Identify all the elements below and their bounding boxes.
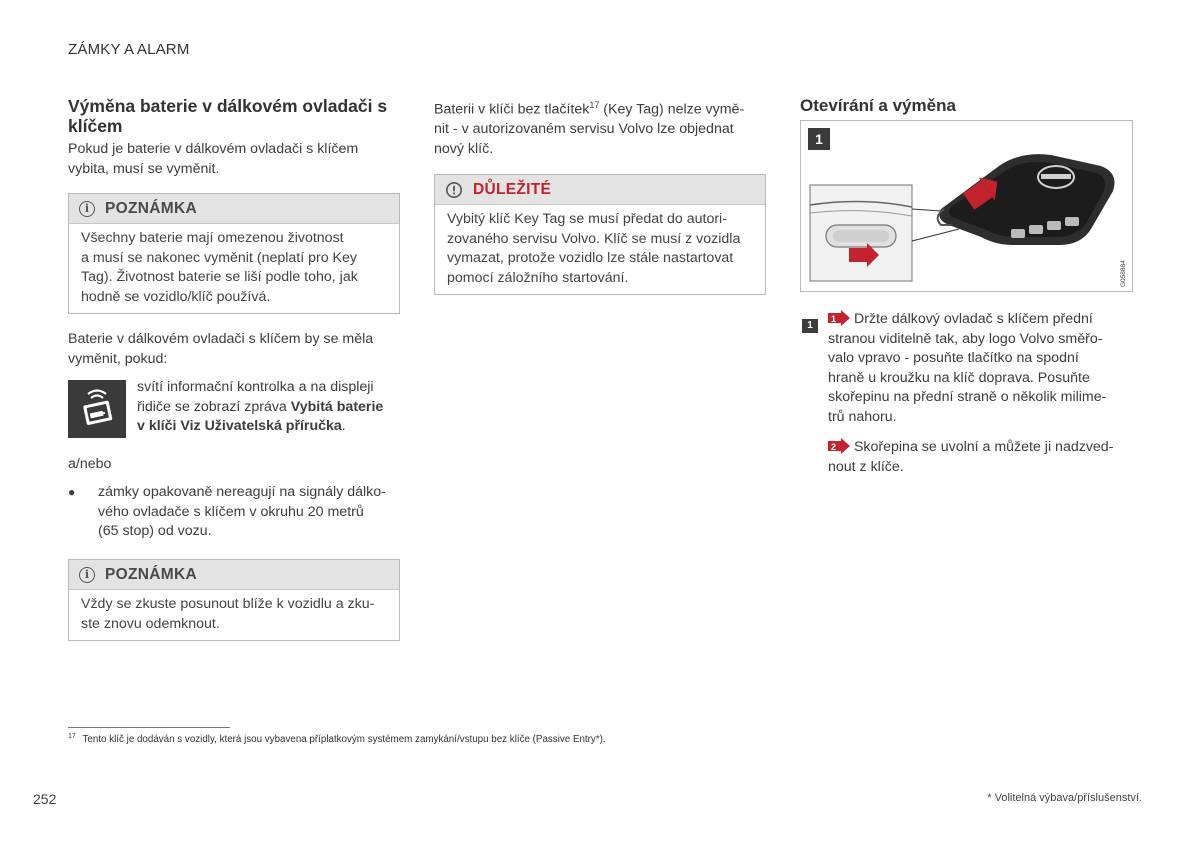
red-arrow-2-icon: [828, 438, 850, 454]
bullet-list: [68, 483, 403, 542]
heading-open-replace: Otevírání a výměna: [800, 96, 956, 115]
bullet-line: zámky opakovaně nereagují na signály dálko-: [98, 484, 386, 500]
important-line: Vybitý klíč Key Tag se musí předat do autori-: [447, 211, 727, 227]
bullet-line: (65 stop) od vozu.: [98, 523, 212, 540]
footnote: [68, 733, 606, 745]
or-text: a/nebo: [68, 456, 112, 472]
footnote-number: 17: [68, 733, 76, 740]
indicator-line-2: [137, 398, 402, 418]
condition-text: [68, 330, 403, 369]
indicator-line-1: svítí informační kontrolka a na displeji: [137, 379, 374, 395]
step1-line-1: [828, 310, 1133, 330]
step-2: [828, 438, 1133, 477]
note2-line: ste znovu odemknout.: [81, 615, 220, 632]
important-line: zovaného servisu Volvo. Klíč se musí z vozidla: [447, 230, 741, 247]
step2-text: Skořepina se uvolní a můžete ji nadzved-: [853, 439, 1114, 455]
indicator-line-3: [137, 417, 402, 437]
middle-line-3: nový klíč.: [434, 140, 494, 157]
indicator-line-2-plain: řidiče se zobrazí zpráva: [137, 398, 291, 415]
middle-intro: [434, 96, 769, 160]
step2-line-1: [828, 438, 1133, 458]
condition-line: vyměnit, pokud:: [68, 350, 168, 367]
bullet-line: vého ovladače s klíčem v okruhu 20 metrů: [98, 503, 364, 520]
important-box: [434, 174, 766, 295]
info-icon: i: [79, 201, 95, 217]
figure-code: G058884: [1120, 260, 1127, 287]
step1-line: hraně u kroužku na klíč doprava. Posuňte: [828, 369, 1090, 386]
warning-icon: [445, 182, 463, 198]
step1-line: trů nahoru.: [828, 408, 897, 425]
red-arrow-1-icon: [828, 310, 850, 326]
note-body-1: [69, 224, 399, 315]
indicator-message-bold: Vybitá baterie: [290, 398, 384, 415]
list-item: [68, 483, 403, 542]
footnote-text: Tento klíč je dodáván s vozidly, která jsou vybavena příplatkovým systémem zamykání/vstupu bez klíče (Passive Entry*).: [82, 734, 606, 746]
note-label-1: POZNÁMKA: [105, 199, 197, 217]
middle-line-1: [434, 96, 769, 120]
footnote-divider: [68, 727, 230, 728]
condition-line: Baterie v dálkovém ovladači s klíčem by se měla: [68, 331, 374, 347]
step-number-badge: [802, 315, 818, 333]
indicator-text: [137, 378, 402, 437]
note-header-1: [69, 194, 399, 224]
step1-line: stranou viditelně tak, aby logo Volvo směřo-: [828, 330, 1103, 347]
note-box-1: [68, 193, 400, 314]
bullet-dot: ●: [68, 485, 76, 499]
figure-key-fob: [800, 120, 1133, 292]
left-column: [68, 96, 403, 179]
middle-line-1-end: (Key Tag) nelze vymě-: [599, 101, 745, 118]
note-body-2: [69, 590, 399, 642]
indicator-line-3-end: .: [341, 418, 346, 435]
step-1: [828, 310, 1133, 428]
step1-text: Držte dálkový ovladač s klíčem přední: [853, 311, 1093, 327]
note1-line: Tag). Životnost baterie se liší podle toho, jak: [81, 269, 358, 286]
middle-line-2: nit - v autorizovaném servisu Volvo lze objednat: [434, 121, 734, 138]
note2-line: Vždy se zkuste posunout blíže k vozidlu a zku-: [81, 596, 375, 612]
intro-text: Pokud je baterie v dálkovém ovladači s klíčem vybita, musí se vyměnit.: [68, 141, 359, 177]
important-label: DŮLEŽITÉ: [473, 180, 552, 198]
note-label-2: POZNÁMKA: [105, 565, 197, 583]
step-number: 1: [802, 319, 818, 333]
note1-line: Všechny baterie mají omezenou životnost: [81, 230, 344, 246]
key-fob-illustration: [801, 121, 1132, 291]
important-body: [435, 205, 765, 296]
info-icon: i: [79, 567, 95, 583]
heading-battery-replacement: Výměna baterie v dálkovém ovladači s klíčem: [68, 96, 388, 136]
important-header: [435, 175, 765, 205]
step1-line: valo vpravo - posuňte tlačítko na spodní: [828, 350, 1079, 367]
important-line: vymazat, protože vozidlo lze stále nastartovat: [447, 250, 734, 267]
section-title: ZÁMKY A ALARM: [68, 41, 190, 58]
optional-equipment-note: * Volitelná výbava/příslušenství.: [987, 792, 1142, 804]
step2-badge: 2: [831, 442, 837, 452]
bullet-text: [98, 483, 386, 542]
footnote-ref: 17: [589, 100, 600, 110]
note-box-2: [68, 559, 400, 641]
indicator-message-bold-2: v klíči Viz Uživatelská příručka: [137, 418, 342, 435]
step2-line: nout z klíče.: [828, 458, 904, 475]
middle-line-1-text: Baterii v klíči bez tlačítek: [434, 101, 590, 118]
note-header-2: [69, 560, 399, 590]
key-battery-warning-icon: [68, 380, 126, 438]
important-line: pomocí záložního startování.: [447, 269, 629, 286]
step1-line: skořepinu na přední straně o několik milime-: [828, 389, 1107, 406]
note1-line: a musí se nakonec vyměnit (neplatí pro Key: [81, 249, 358, 266]
note1-line: hodně se vozidlo/klíč používá.: [81, 288, 271, 305]
page-number: 252: [33, 791, 57, 807]
figure-number: 1: [808, 128, 830, 150]
svg-text:1: 1: [831, 314, 837, 324]
